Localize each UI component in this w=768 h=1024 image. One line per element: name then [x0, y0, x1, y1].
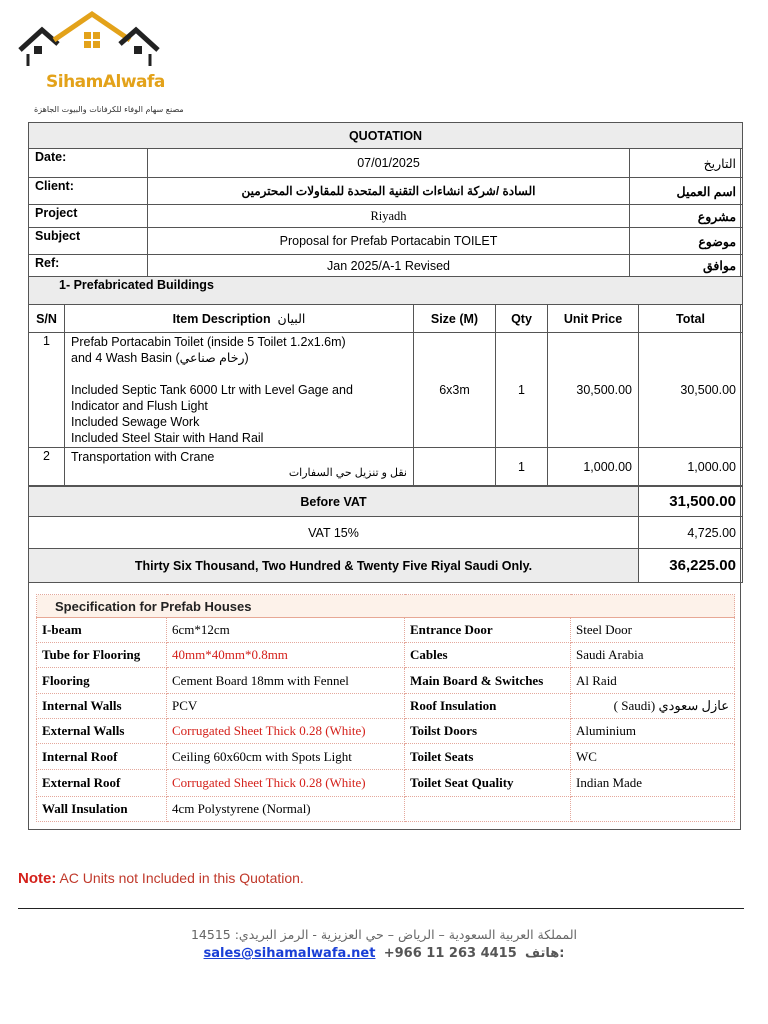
date-label-ar: التاريخ: [630, 149, 743, 178]
spec-row: [37, 618, 735, 643]
row1-total: 30,500.00: [639, 333, 743, 448]
spec-key: Internal Roof: [37, 744, 167, 770]
spec-key: Main Board & Switches: [405, 668, 571, 694]
row2-description: [65, 448, 414, 486]
spec-row: [37, 643, 735, 668]
footer-address: المملكة العربية السعودية – الرياض – حي العزيزية - الرمز البريدي: 14515: [190, 927, 578, 942]
phone-label: هاتف:: [525, 946, 565, 961]
brand-name: SihamAlwafa: [46, 72, 165, 92]
col-qty: Qty: [496, 305, 548, 333]
spec-value: Indian Made: [571, 770, 735, 797]
row1-line: Included Sewage Work: [71, 415, 200, 429]
col-description-label-ar: البيان: [277, 312, 306, 326]
before-vat-value: 31,500.00: [639, 487, 743, 517]
footer-divider: [18, 908, 744, 909]
total-in-words: Thirty Six Thousand, Two Hundred & Twenty Five Riyal Saudi Only.: [29, 549, 639, 583]
spec-value: 4cm Polystyrene (Normal): [167, 797, 405, 822]
spec-row: [37, 694, 735, 719]
subject-label: Subject: [29, 228, 148, 255]
row1-size: 6x3m: [414, 333, 496, 448]
spec-key: Tube for Flooring: [37, 643, 167, 668]
footer-contact: [0, 946, 768, 961]
row1-sn: 1: [29, 333, 65, 448]
spec-value: [571, 797, 735, 822]
ref-value: Jan 2025/A-1 Revised: [148, 255, 630, 277]
row2-sn: 2: [29, 448, 65, 486]
row1-unit-price: 30,500.00: [548, 333, 639, 448]
date-label: Date:: [29, 149, 148, 178]
row2-size: [414, 448, 496, 486]
totals-table: [28, 486, 743, 583]
spec-key: Flooring: [37, 668, 167, 694]
row1-description: [65, 333, 414, 448]
spec-value: Cement Board 18mm with Fennel: [167, 668, 405, 694]
client-label-ar: اسم العميل: [630, 178, 743, 205]
spec-value: 6cm*12cm: [167, 618, 405, 643]
ref-label-ar: موافق: [630, 255, 743, 277]
spec-key: [405, 797, 571, 822]
spec-key: External Walls: [37, 719, 167, 744]
row1-qty: 1: [496, 333, 548, 448]
spec-key: Toilet Seats: [405, 744, 571, 770]
spec-key: Wall Insulation: [37, 797, 167, 822]
subject-label-ar: موضوع: [630, 228, 743, 255]
project-label: Project: [29, 205, 148, 228]
row2-line-ar: نقل و تنزيل حي السفارات: [288, 467, 407, 479]
row2-qty: 1: [496, 448, 548, 486]
company-logo: [14, 10, 184, 114]
vat-value: 4,725.00: [639, 517, 743, 549]
row1-line: Prefab Portacabin Toilet (inside 5 Toilet 1.2x1.6m): [71, 335, 346, 349]
client-value: السادة /شركة انشاءات التقنية المتحدة للمقاولات المحترمين: [148, 178, 630, 205]
row1-spacer: [71, 366, 407, 382]
spec-value: WC: [571, 744, 735, 770]
table-row: [29, 448, 743, 486]
spec-key: Toilet Seat Quality: [405, 770, 571, 797]
note-text: AC Units not Included in this Quotation.: [59, 870, 304, 886]
client-label: Client:: [29, 178, 148, 205]
project-value: Riyadh: [148, 205, 630, 228]
spec-value: عازل سعودي (Saudi ): [571, 694, 735, 719]
spec-row: [37, 797, 735, 822]
spec-value: Al Raid: [571, 668, 735, 694]
spec-key: Internal Walls: [37, 694, 167, 719]
col-description: [65, 305, 414, 333]
specification-table: [36, 594, 735, 822]
note: [18, 870, 304, 887]
spec-value: Steel Door: [571, 618, 735, 643]
phone-number: +966 11 263 4415: [383, 946, 517, 961]
grand-total: 36,225.00: [639, 549, 743, 583]
spec-value: Corrugated Sheet Thick 0.28 (White): [167, 770, 405, 797]
spec-key: I-beam: [37, 618, 167, 643]
house-logo-icon: [14, 10, 164, 80]
section-title: 1- Prefabricated Buildings: [29, 277, 743, 305]
spec-row: [37, 744, 735, 770]
brand-tagline: مصنع سهام الوفاء للكرفانات والبيوت الجاهزة: [34, 105, 184, 114]
note-label: Note:: [18, 870, 57, 887]
row1-line: Indicator and Flush Light: [71, 399, 208, 413]
spec-value: PCV: [167, 694, 405, 719]
table-row: [29, 333, 743, 448]
spec-title: Specification for Prefab Houses: [37, 595, 735, 618]
spec-value: 40mm*40mm*0.8mm: [167, 643, 405, 668]
col-size: Size (M): [414, 305, 496, 333]
row1-line: Included Steel Stair with Hand Rail: [71, 431, 264, 445]
spec-key: Roof Insulation: [405, 694, 571, 719]
date-value: 07/01/2025: [148, 149, 630, 178]
spec-key: External Roof: [37, 770, 167, 797]
spec-key: Cables: [405, 643, 571, 668]
row2-total: 1,000.00: [639, 448, 743, 486]
col-sn: S/N: [29, 305, 65, 333]
col-unit-price: Unit Price: [548, 305, 639, 333]
spec-value: Corrugated Sheet Thick 0.28 (White): [167, 719, 405, 744]
spec-row: [37, 719, 735, 744]
row1-line: Included Septic Tank 6000 Ltr with Level Gage and: [71, 383, 353, 397]
spec-value: Aluminium: [571, 719, 735, 744]
row1-line: and 4 Wash Basin (رخام صناعي): [71, 351, 249, 365]
project-label-ar: مشروع: [630, 205, 743, 228]
row2-line: Transportation with Crane: [71, 450, 215, 464]
vat-label: VAT 15%: [29, 517, 639, 549]
col-total: Total: [639, 305, 743, 333]
spec-row: [37, 668, 735, 694]
email-link[interactable]: sales@sihamalwafa.net: [203, 946, 376, 961]
spec-value: Ceiling 60x60cm with Spots Light: [167, 744, 405, 770]
subject-value: Proposal for Prefab Portacabin TOILET: [148, 228, 630, 255]
spec-key: Entrance Door: [405, 618, 571, 643]
before-vat-label: Before VAT: [29, 487, 639, 517]
quotation-title: QUOTATION: [29, 123, 743, 149]
spec-value: Saudi Arabia: [571, 643, 735, 668]
spec-key: Toilst Doors: [405, 719, 571, 744]
ref-label: Ref:: [29, 255, 148, 277]
row2-unit-price: 1,000.00: [548, 448, 639, 486]
col-description-label: Item Description: [172, 312, 271, 326]
items-table: [28, 304, 743, 486]
spec-row: [37, 770, 735, 797]
quotation-header-table: [28, 122, 743, 305]
